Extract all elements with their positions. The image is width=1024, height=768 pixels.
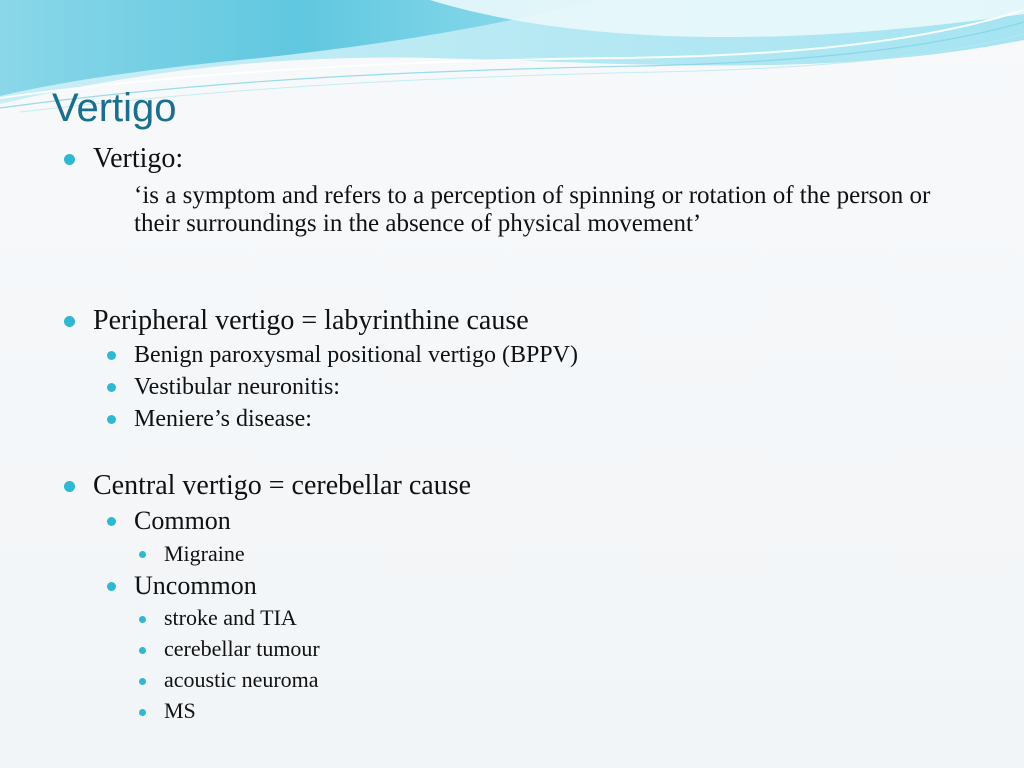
list-item: cerebellar tumour (164, 636, 320, 661)
bullet-icon (139, 551, 146, 558)
bullet-icon (64, 481, 75, 492)
bullet-icon (107, 517, 116, 526)
central-common-label: Common (134, 506, 231, 535)
central-uncommon-label: Uncommon (134, 571, 257, 600)
bullet-central-heading: Central vertigo = cerebellar cause (93, 470, 472, 501)
slide-title: Vertigo (52, 86, 177, 130)
list-item: MS (164, 698, 196, 723)
list-item: Benign paroxysmal positional vertigo (BPPV) (134, 342, 578, 368)
bullet-icon (64, 154, 75, 165)
bullet-icon (64, 316, 75, 327)
bullet-vertigo-heading: Vertigo: (93, 143, 184, 174)
bullet-icon (139, 709, 146, 716)
bullet-icon (107, 415, 116, 424)
bullet-icon (107, 383, 116, 392)
list-item: Migraine (164, 541, 245, 566)
list-item: Meniere’s disease: (134, 406, 312, 432)
bullet-icon (139, 616, 146, 623)
list-item: acoustic neuroma (164, 667, 319, 692)
bullet-icon (107, 351, 116, 360)
bullet-icon (139, 678, 146, 685)
bullet-peripheral-heading: Peripheral vertigo = labyrinthine cause (93, 305, 529, 336)
bullet-icon (107, 582, 116, 591)
list-item: stroke and TIA (164, 605, 297, 630)
bullet-icon (139, 647, 146, 654)
vertigo-definition: ‘is a symptom and refers to a perception of spinning or rotation of the person or their surroundings in the absence of physical movement’ (134, 182, 931, 237)
list-item: Vestibular neuronitis: (134, 374, 340, 400)
